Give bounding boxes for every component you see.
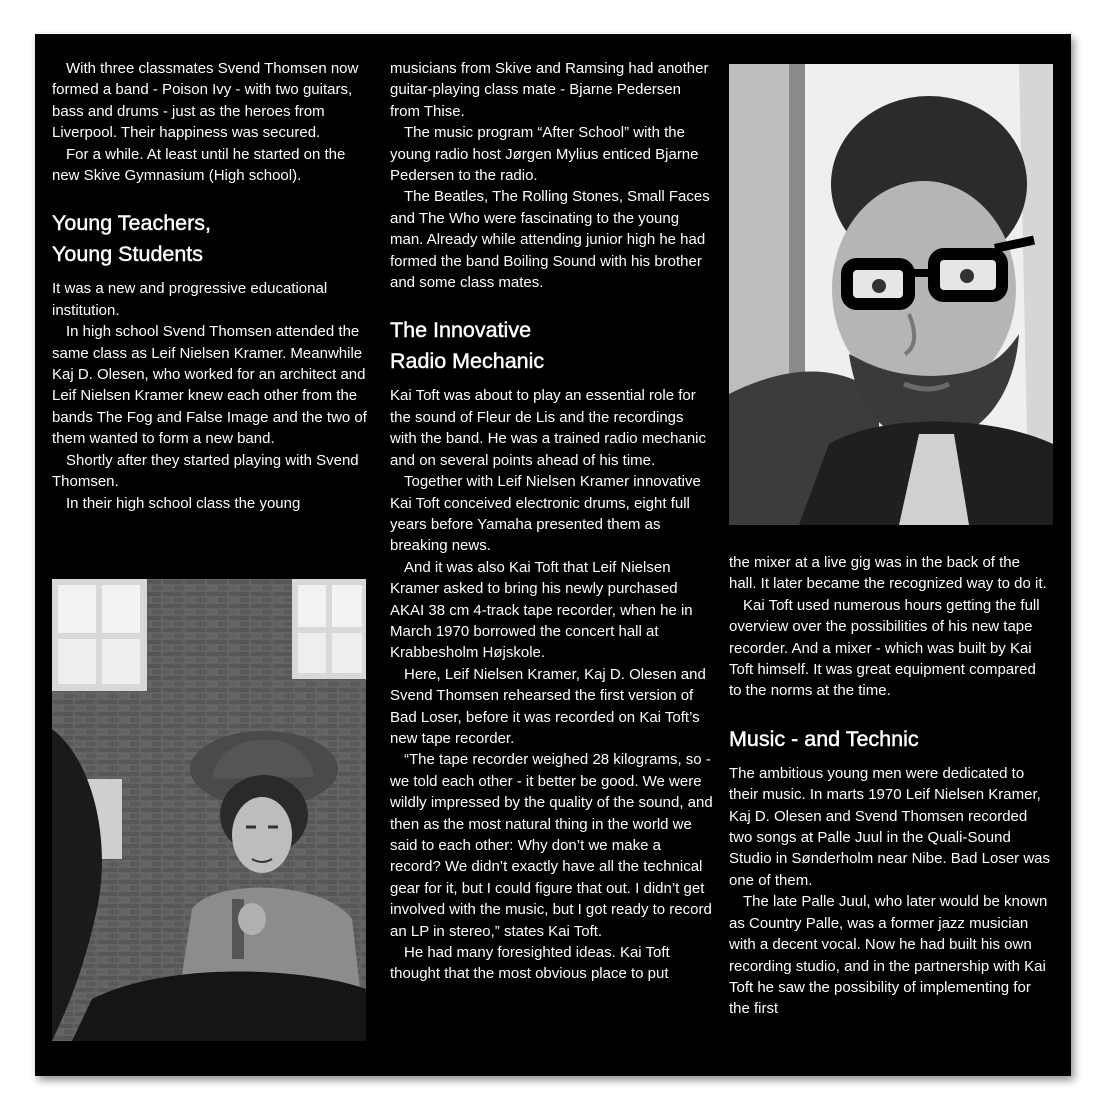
text-column-2 xyxy=(390,58,714,985)
text-column-1 xyxy=(52,58,374,514)
paragraph: The Beatles, The Rolling Stones, Small Faces and The Who were fascinating to the young man. Already while attending junior high he had formed the band Boiling Sound with his brother and some class mates. xyxy=(390,188,710,292)
paragraph: the mixer at a live gig was in the back of the hall. It later became the recognized way to do it. xyxy=(729,554,1047,593)
paragraph: Kai Toft was about to play an essential role for the sound of Fleur de Lis and the recordings with the band. He was a trained radio mechanic and on several points ahead of his time. xyxy=(390,387,707,469)
photo-man-in-hat xyxy=(52,579,366,1041)
paragraph: With three classmates Svend Thomsen now formed a band - Poison Ivy - with two guitars, bass and drums - just as the heroes from Liverpool. Their happiness was secured. xyxy=(52,60,359,142)
paragraph: The music program “After School” with the young radio host Jørgen Mylius enticed Bjarne Pedersen to the radio. xyxy=(390,124,699,185)
photo-bearded-man-glasses xyxy=(729,64,1053,525)
paragraph: The ambitious young men were dedicated to their music. In marts 1970 Leif Nielsen Kramer, Kaj D. Olesen and Svend Thomsen recorded two songs at Palle Juul in the Quali-Sound Studio in Sønderholm near Nibe. Bad Loser was one of them. xyxy=(729,764,1051,889)
paragraph: Together with Leif Nielsen Kramer innovative Kai Toft conceived electronic drums, eight full years before Yamaha presented them as breaking news. xyxy=(390,473,701,555)
paragraph: In their high school class the young xyxy=(66,494,301,512)
section-heading-innovative-radio-mechanic xyxy=(390,315,714,377)
paragraph: And it was also Kai Toft that Leif Nielsen Kramer asked to bring his newly purchased AKAI 38 cm 4-track tape recorder, when he in March 1970 borrowed the concert hall at Krabbesholm Højskole. xyxy=(390,558,693,662)
paragraph: Kai Toft used numerous hours getting the full overview over the possibilities of his new tape recorder. And a mixer - which was built by Kai Toft himself. It was great equipment compared to the norms at the time. xyxy=(729,596,1040,700)
heading-line: Young Teachers, xyxy=(52,211,211,236)
paragraph: He had many foresighted ideas. Kai Toft thought that the most obvious place to put xyxy=(390,944,670,983)
paragraph: musicians from Skive and Ramsing had another guitar-playing class mate - Bjarne Pedersen from Thise. xyxy=(390,60,709,120)
heading-line: The Innovative xyxy=(390,318,532,343)
paragraph: The late Palle Juul, who later would be known as Country Palle, was a former jazz musician with a decent vocal. Now he had built his own recording studio, and in the partnership with Kai Toft he saw the possibility of implementing for the first xyxy=(729,893,1048,1018)
paragraph: It was a new and progressive educational institution. xyxy=(52,280,328,319)
heading-line: Radio Mechanic xyxy=(390,349,545,374)
paragraph: For a while. At least until he started on the new Skive Gymnasium (High school). xyxy=(52,145,346,185)
section-heading-music-and-technic: Music - and Technic xyxy=(729,726,919,751)
paragraph: In high school Svend Thomsen attended the same class as Leif Nielsen Kramer. Meanwhile Kaj D. Olesen, who worked for an architect and Leif Nielsen Kramer knew each other from the bands The Fog and False Image and the two of them wanted to form a new band. xyxy=(52,323,367,448)
text-column-3 xyxy=(729,552,1051,1020)
heading-line: Young Students xyxy=(52,242,204,267)
article-page xyxy=(35,34,1071,1076)
section-heading-young-teachers xyxy=(52,208,374,270)
paragraph: “The tape recorder weighed 28 kilograms, so - we told each other - it better be good. We were wildly impressed by the quality of the sound, and then as the most natural thing in the world we said to each other: Why don’t we make a record? We didn’t exactly have all the technical gear for it, but I could figure that out. I didn’t get involved with the music, but I got ready to record an LP in stereo,” states Kai Toft. xyxy=(390,751,713,940)
paragraph: Shortly after they started playing with Svend Thomsen. xyxy=(52,451,359,491)
paragraph: Here, Leif Nielsen Kramer, Kaj D. Olesen and Svend Thomsen rehearsed the first version of Bad Loser, before it was recorded on Kai Toft’s new tape recorder. xyxy=(390,665,706,747)
